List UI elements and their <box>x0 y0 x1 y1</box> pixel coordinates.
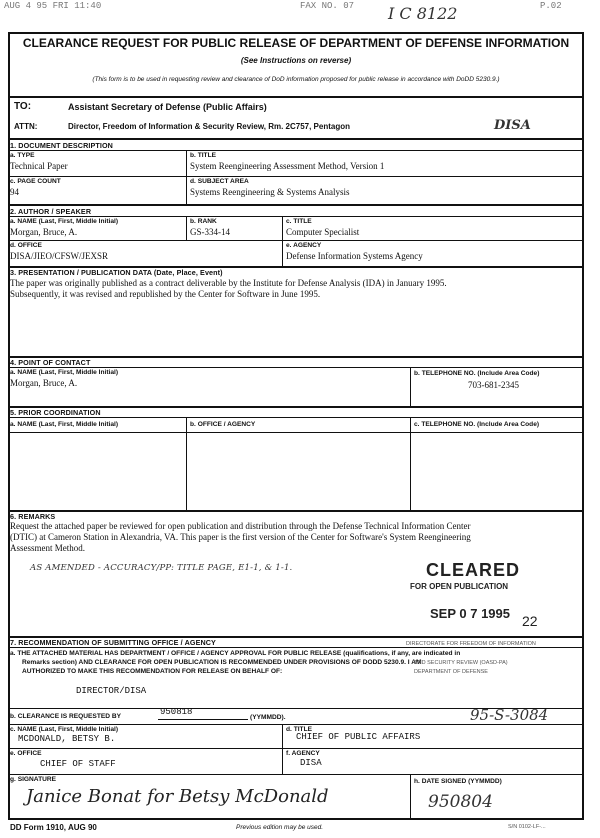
section-2-heading: 2. AUTHOR / SPEAKER <box>10 207 92 216</box>
rank-label: b. RANK <box>190 218 217 225</box>
clearance-requested-value: 950818 <box>160 707 193 717</box>
approver-name-value: MCDONALD, BETSY B. <box>18 734 116 744</box>
title-label: b. TITLE <box>190 152 217 159</box>
page-count-label: c. PAGE COUNT <box>10 178 61 185</box>
recommendation-para-3: AUTHORIZED TO MAKE THIS RECOMMENDATION FOR RELEASE ON BEHALF OF: <box>22 668 283 675</box>
attn-value: Director, Freedom of Information & Security Review, Rm. 2C757, Pentagon <box>68 122 350 131</box>
coord-name-label: a. NAME (Last, First, Middle Initial) <box>10 421 119 428</box>
section-5-heading: 5. PRIOR COORDINATION <box>10 408 101 417</box>
form-subtitle: (See Instructions on reverse) <box>240 56 352 65</box>
section-4-heading: 4. POINT OF CONTACT <box>10 358 91 367</box>
rank-value: GS-334-14 <box>190 227 230 237</box>
author-office-label: d. OFFICE <box>10 242 42 249</box>
section-3-heading: 3. PRESENTATION / PUBLICATION DATA (Date, Place, Event) <box>10 268 223 277</box>
fax-header-left: AUG 4 95 FRI 11:40 <box>4 1 102 11</box>
poc-name-value: Morgan, Bruce, A. <box>10 378 78 388</box>
approver-agency-label: f. AGENCY <box>286 750 320 757</box>
type-value: Technical Paper <box>10 161 68 171</box>
signature: Janice Bonat for Betsy McDonald <box>26 786 329 807</box>
author-name-value: Morgan, Bruce, A. <box>10 227 78 237</box>
fax-header-right: P.02 <box>540 1 562 11</box>
poc-phone-value: 703-681-2345 <box>468 380 519 390</box>
remarks-line-2: (DTIC) at Cameron Station in Alexandria, VA. This paper is the first version of the Center for Software's System Reengineering <box>10 532 471 542</box>
form-title: CLEARANCE REQUEST FOR PUBLIC RELEASE OF DEPARTMENT OF DEFENSE INFORMATION <box>22 36 570 50</box>
section-7-heading: 7. RECOMMENDATION OF SUBMITTING OFFICE / AGENCY <box>10 638 216 647</box>
form-id: DD Form 1910, AUG 90 <box>10 823 97 832</box>
signature-label: g. SIGNATURE <box>10 776 57 783</box>
section-6-heading: 6. REMARKS <box>10 512 56 521</box>
cleared-stamp-number: 22 <box>522 613 538 629</box>
page-count-value: 94 <box>10 187 19 197</box>
behalf-value: DIRECTOR/DISA <box>76 686 147 696</box>
date-signed-label: h. DATE SIGNED (YYMMDD) <box>414 778 502 785</box>
author-title-label: c. TITLE <box>286 218 312 225</box>
approver-agency-value: DISA <box>300 758 322 768</box>
author-name-label: a. NAME (Last, First, Middle Initial) <box>10 218 119 225</box>
agency-handwritten: DISA <box>494 118 531 133</box>
clearance-date-format: (YYMMDD). <box>250 714 286 721</box>
poc-name-label: a. NAME (Last, First, Middle Initial) <box>10 369 119 376</box>
cleared-stamp-for: FOR OPEN PUBLICATION <box>410 582 509 591</box>
handwritten-case-number: 95-S-3084 <box>470 706 549 724</box>
publication-line-1: The paper was originally published as a contract deliverable by the Institute for Defense Analysis (IDA) in January 1995. <box>10 278 447 288</box>
directorate-stamp-2: AND SECURITY REVIEW (OASD-PA) <box>414 660 508 666</box>
author-agency-label: e. AGENCY <box>286 242 322 249</box>
date-signed-value: 950804 <box>428 792 493 812</box>
form-note: (This form is to be used in requesting review and clearance of DoD information proposed for public release in accordance with DoDD 5230.9.) <box>92 76 500 83</box>
coord-office-label: b. OFFICE / AGENCY <box>190 421 256 428</box>
remarks-line-1: Request the attached paper be reviewed for open publication and distribution through the Defense Technical Information Center <box>10 521 471 531</box>
to-label: TO: <box>14 101 32 112</box>
poc-phone-label: b. TELEPHONE NO. (Include Area Code) <box>414 370 540 377</box>
remarks-line-3: Assessment Method. <box>10 543 85 553</box>
to-value: Assistant Secretary of Defense (Public Affairs) <box>68 102 267 112</box>
directorate-stamp-1: DIRECTORATE FOR FREEDOM OF INFORMATION <box>406 641 536 647</box>
subject-label: d. SUBJECT AREA <box>190 178 249 185</box>
type-label: a. TYPE <box>10 152 35 159</box>
attn-label: ATTN: <box>14 122 38 131</box>
directorate-stamp-3: DEPARTMENT OF DEFENSE <box>414 669 488 675</box>
previous-edition-note: Previous edition may be used. <box>236 824 324 831</box>
fax-header <box>0 0 600 18</box>
subject-value: Systems Reengineering & Systems Analysis <box>190 187 350 197</box>
approver-office-label: e. OFFICE <box>10 750 42 757</box>
author-title-value: Computer Specialist <box>286 227 360 237</box>
approver-name-label: c. NAME (Last, First, Middle Initial) <box>10 726 119 733</box>
publication-line-2: Subsequently, it was revised and republished by the Center for Software in June 1995. <box>10 289 321 299</box>
title-value: System Reengineering Assessment Method, Version 1 <box>190 161 385 171</box>
cleared-stamp-date: SEP 0 7 1995 <box>430 606 510 621</box>
approver-title-label: d. TITLE <box>286 726 313 733</box>
approver-office-value: CHIEF OF STAFF <box>40 759 116 769</box>
approver-title-value: CHIEF OF PUBLIC AFFAIRS <box>296 732 421 742</box>
recommendation-para-2: Remarks section) AND CLEARANCE FOR OPEN PUBLICATION IS RECOMMENDED UNDER PROVISIONS OF DODD 5230.9. I AM <box>22 659 422 666</box>
recommendation-para-1: a. THE ATTACHED MATERIAL HAS DEPARTMENT / OFFICE / AGENCY APPROVAL FOR PUBLIC RELEASE (qualifications, if any, are indicated in <box>10 650 461 657</box>
section-1-heading: 1. DOCUMENT DESCRIPTION <box>10 141 113 150</box>
clearance-requested-label: b. CLEARANCE IS REQUESTED BY <box>10 713 122 720</box>
coord-phone-label: c. TELEPHONE NO. (Include Area Code) <box>414 421 540 428</box>
cleared-stamp: CLEARED <box>426 560 521 580</box>
form-code: S/N 0102-LF-... <box>508 824 546 830</box>
author-office-value: DISA/JIEO/CFSW/JEXSR <box>10 251 109 261</box>
fax-header-mid: FAX NO. 07 <box>300 1 355 11</box>
author-agency-value: Defense Information Systems Agency <box>286 251 423 261</box>
remarks-handwritten: AS AMENDED - ACCURACY/PP: TITLE PAGE, E1-1, & 1-1. <box>30 563 293 573</box>
handwritten-reference: I C 8122 <box>388 4 458 23</box>
